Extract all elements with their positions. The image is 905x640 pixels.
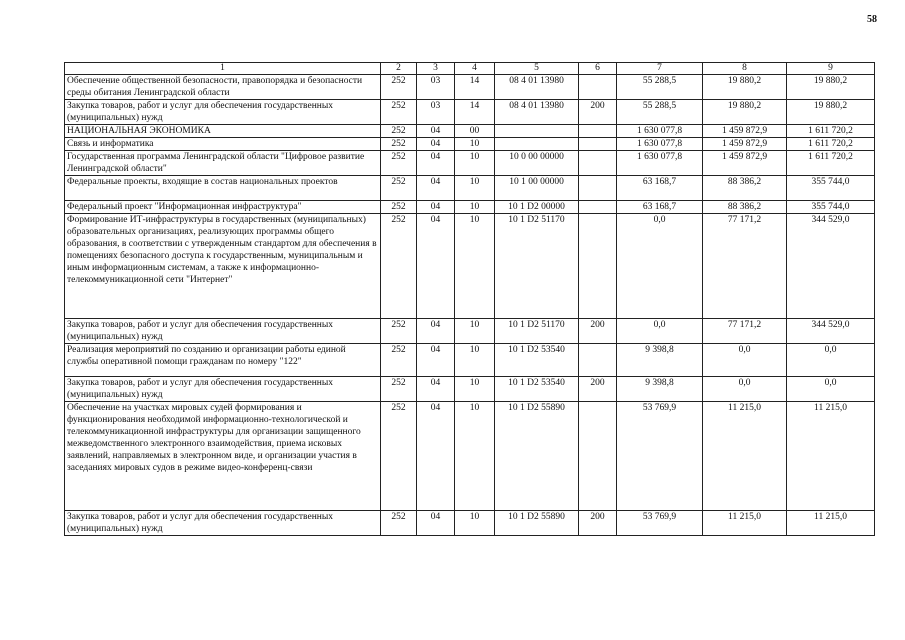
header-cell: 9 <box>787 63 875 75</box>
cell-col8: 11 215,0 <box>703 511 787 536</box>
cell-col2: 252 <box>381 75 417 100</box>
cell-col8: 19 880,2 <box>703 75 787 100</box>
row-name: Формирование ИТ-инфраструктуры в государственных (муниципальных) образовательных организациях, реализующих программы общего образования, в соответствии с утвержденным стандартом для обеспечения в помещениях безопасного доступа к государственным, муниципальным и иным информационным системам, а также к информационно-телекоммуникационной сети "Интернет" <box>65 214 381 319</box>
cell-col4: 10 <box>455 138 495 151</box>
cell-col6 <box>579 75 617 100</box>
cell-col8: 77 171,2 <box>703 214 787 319</box>
cell-col4: 10 <box>455 201 495 214</box>
cell-col2: 252 <box>381 138 417 151</box>
cell-col2: 252 <box>381 511 417 536</box>
header-cell: 5 <box>495 63 579 75</box>
cell-col5: 10 1 D2 51170 <box>495 319 579 344</box>
cell-col2: 252 <box>381 151 417 176</box>
header-cell: 7 <box>617 63 703 75</box>
cell-col3: 04 <box>417 176 455 201</box>
table-row <box>65 377 875 402</box>
table-row <box>65 151 875 176</box>
cell-col8: 88 386,2 <box>703 176 787 201</box>
cell-col6 <box>579 138 617 151</box>
cell-col9: 0,0 <box>787 344 875 377</box>
page-number: 58 <box>867 14 877 25</box>
cell-col5: 10 1 D2 51170 <box>495 214 579 319</box>
cell-col2: 252 <box>381 201 417 214</box>
cell-col4: 10 <box>455 402 495 511</box>
header-row <box>65 63 875 75</box>
cell-col6 <box>579 344 617 377</box>
cell-col2: 252 <box>381 319 417 344</box>
cell-col7: 53 769,9 <box>617 402 703 511</box>
cell-col7: 1 630 077,8 <box>617 151 703 176</box>
cell-col2: 252 <box>381 176 417 201</box>
cell-col8: 1 459 872,9 <box>703 151 787 176</box>
cell-col3: 04 <box>417 402 455 511</box>
cell-col3: 04 <box>417 201 455 214</box>
cell-col7: 53 769,9 <box>617 511 703 536</box>
cell-col6 <box>579 176 617 201</box>
row-name: Обеспечение общественной безопасности, правопорядка и безопасности среды обитания Ленинградской области <box>65 75 381 100</box>
table-row <box>65 201 875 214</box>
cell-col6: 200 <box>579 100 617 125</box>
row-name: Связь и информатика <box>65 138 381 151</box>
cell-col8: 19 880,2 <box>703 100 787 125</box>
table-row <box>65 138 875 151</box>
cell-col9: 355 744,0 <box>787 176 875 201</box>
row-name: Закупка товаров, работ и услуг для обеспечения государственных (муниципальных) нужд <box>65 319 381 344</box>
cell-col5: 08 4 01 13980 <box>495 100 579 125</box>
cell-col4: 10 <box>455 511 495 536</box>
table-row <box>65 125 875 138</box>
row-name: Закупка товаров, работ и услуг для обеспечения государственных (муниципальных) нужд <box>65 511 381 536</box>
table-row <box>65 75 875 100</box>
cell-col5 <box>495 125 579 138</box>
row-name: Федеральный проект "Информационная инфраструктура" <box>65 201 381 214</box>
cell-col7: 9 398,8 <box>617 344 703 377</box>
cell-col7: 9 398,8 <box>617 377 703 402</box>
cell-col5: 10 0 00 00000 <box>495 151 579 176</box>
cell-col6: 200 <box>579 511 617 536</box>
row-name: Закупка товаров, работ и услуг для обеспечения государственных (муниципальных) нужд <box>65 377 381 402</box>
cell-col5: 10 1 D2 53540 <box>495 344 579 377</box>
cell-col2: 252 <box>381 377 417 402</box>
cell-col6 <box>579 151 617 176</box>
table-row <box>65 100 875 125</box>
cell-col8: 88 386,2 <box>703 201 787 214</box>
header-cell: 2 <box>381 63 417 75</box>
header-cell: 1 <box>65 63 381 75</box>
cell-col6 <box>579 201 617 214</box>
cell-col9: 19 880,2 <box>787 75 875 100</box>
cell-col9: 344 529,0 <box>787 319 875 344</box>
cell-col4: 00 <box>455 125 495 138</box>
table-row <box>65 176 875 201</box>
cell-col7: 1 630 077,8 <box>617 138 703 151</box>
cell-col6: 200 <box>579 319 617 344</box>
cell-col9: 11 215,0 <box>787 511 875 536</box>
cell-col3: 04 <box>417 138 455 151</box>
cell-col5: 10 1 D2 00000 <box>495 201 579 214</box>
header-cell: 8 <box>703 63 787 75</box>
cell-col2: 252 <box>381 100 417 125</box>
cell-col4: 10 <box>455 377 495 402</box>
cell-col5 <box>495 138 579 151</box>
cell-col9: 11 215,0 <box>787 402 875 511</box>
cell-col9: 19 880,2 <box>787 100 875 125</box>
row-name: Закупка товаров, работ и услуг для обеспечения государственных (муниципальных) нужд <box>65 100 381 125</box>
cell-col8: 77 171,2 <box>703 319 787 344</box>
cell-col3: 04 <box>417 214 455 319</box>
cell-col8: 0,0 <box>703 344 787 377</box>
cell-col8: 11 215,0 <box>703 402 787 511</box>
cell-col7: 0,0 <box>617 319 703 344</box>
cell-col7: 1 630 077,8 <box>617 125 703 138</box>
cell-col5: 10 1 D2 53540 <box>495 377 579 402</box>
cell-col9: 1 611 720,2 <box>787 138 875 151</box>
cell-col6 <box>579 402 617 511</box>
cell-col2: 252 <box>381 344 417 377</box>
cell-col8: 0,0 <box>703 377 787 402</box>
table-row <box>65 402 875 511</box>
budget-table <box>64 62 875 536</box>
cell-col4: 10 <box>455 214 495 319</box>
table-row <box>65 511 875 536</box>
cell-col3: 03 <box>417 75 455 100</box>
cell-col4: 14 <box>455 100 495 125</box>
cell-col7: 0,0 <box>617 214 703 319</box>
row-name: Государственная программа Ленинградской области "Цифровое развитие Ленинградской области" <box>65 151 381 176</box>
table-row <box>65 319 875 344</box>
cell-col4: 14 <box>455 75 495 100</box>
cell-col4: 10 <box>455 319 495 344</box>
cell-col7: 63 168,7 <box>617 176 703 201</box>
cell-col9: 355 744,0 <box>787 201 875 214</box>
cell-col3: 04 <box>417 511 455 536</box>
cell-col5: 10 1 D2 55890 <box>495 511 579 536</box>
cell-col7: 63 168,7 <box>617 201 703 214</box>
cell-col7: 55 288,5 <box>617 100 703 125</box>
cell-col8: 1 459 872,9 <box>703 138 787 151</box>
header-cell: 6 <box>579 63 617 75</box>
cell-col2: 252 <box>381 125 417 138</box>
table-row <box>65 214 875 319</box>
table-row <box>65 344 875 377</box>
cell-col5: 10 1 D2 55890 <box>495 402 579 511</box>
row-name: НАЦИОНАЛЬНАЯ ЭКОНОМИКА <box>65 125 381 138</box>
cell-col9: 344 529,0 <box>787 214 875 319</box>
row-name: Обеспечение на участках мировых судей формирования и функционирования необходимой информационно-технологической и телекоммуникационной инфраструктуры для организации защищенного межведомственного электронного взаимодействия, приема исковых заявлений, направляемых в электронном виде, и организации участия в заседаниях мировых судов в режиме видео-конференц-связи <box>65 402 381 511</box>
cell-col5: 08 4 01 13980 <box>495 75 579 100</box>
cell-col3: 04 <box>417 151 455 176</box>
row-name: Федеральные проекты, входящие в состав национальных проектов <box>65 176 381 201</box>
cell-col9: 0,0 <box>787 377 875 402</box>
cell-col3: 04 <box>417 344 455 377</box>
cell-col3: 03 <box>417 100 455 125</box>
cell-col6 <box>579 214 617 319</box>
cell-col6 <box>579 125 617 138</box>
cell-col4: 10 <box>455 176 495 201</box>
cell-col2: 252 <box>381 214 417 319</box>
cell-col7: 55 288,5 <box>617 75 703 100</box>
cell-col5: 10 1 00 00000 <box>495 176 579 201</box>
cell-col3: 04 <box>417 377 455 402</box>
header-cell: 4 <box>455 63 495 75</box>
cell-col2: 252 <box>381 402 417 511</box>
cell-col3: 04 <box>417 125 455 138</box>
cell-col6: 200 <box>579 377 617 402</box>
cell-col9: 1 611 720,2 <box>787 125 875 138</box>
cell-col8: 1 459 872,9 <box>703 125 787 138</box>
row-name: Реализация мероприятий по созданию и организации работы единой службы оперативной помощи гражданам по номеру "122" <box>65 344 381 377</box>
cell-col4: 10 <box>455 344 495 377</box>
cell-col4: 10 <box>455 151 495 176</box>
cell-col9: 1 611 720,2 <box>787 151 875 176</box>
header-cell: 3 <box>417 63 455 75</box>
cell-col3: 04 <box>417 319 455 344</box>
